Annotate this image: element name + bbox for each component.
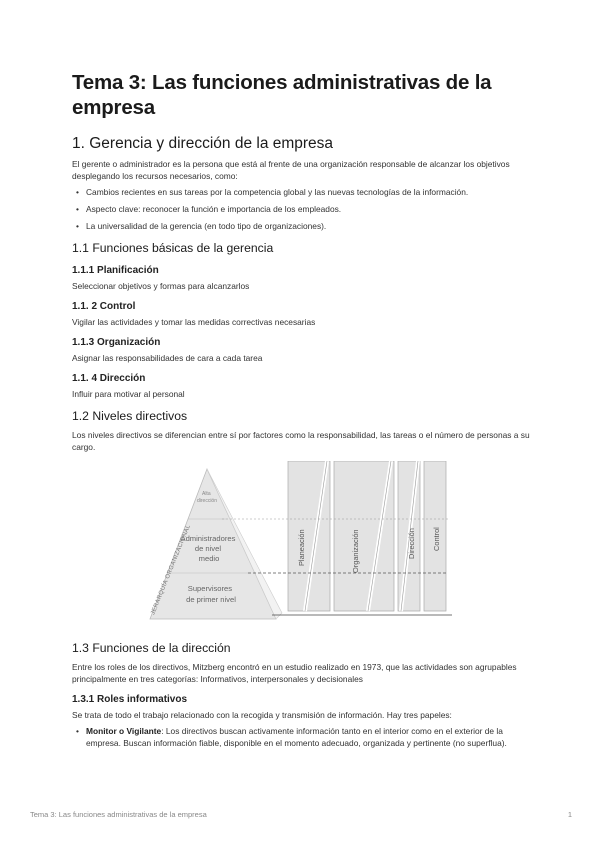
direccion-label: Dirección — [407, 528, 416, 559]
direccion-heading: 1.1. 4 Dirección — [72, 373, 146, 384]
section-1-list — [72, 186, 532, 232]
monitor-text: : Los directivos buscan activamente información tanto en el interior como en el exterior de la empresa. Buscan información fiable, disponible en el momento adecuado, organizada y pertinente (no superflua). — [86, 726, 507, 748]
document-page — [72, 70, 532, 754]
direccion-text: Influir para motivar al personal — [72, 389, 185, 399]
organizacion-text: Asignar las responsabilidades de cara a cada tarea — [72, 353, 263, 363]
control-text: Vigilar las actividades y tomar las medidas correctivas necesarias — [72, 317, 316, 327]
section-1-1-heading: 1.1 Funciones básicas de la gerencia — [72, 241, 274, 255]
organizacion-label: Organización — [351, 529, 360, 573]
control-label: Control — [432, 527, 441, 551]
roles-list — [72, 725, 532, 749]
section-1-3-heading: 1.3 Funciones de la dirección — [72, 641, 231, 655]
page-number: 1 — [567, 810, 572, 819]
pyramid-bottom-label: Supervisores de primer nivel — [186, 584, 236, 604]
pyramid-mid-label: Administradores de nivel medio — [180, 534, 236, 563]
list-item — [72, 725, 532, 749]
page-footer — [30, 810, 572, 819]
pyramid-top-label: Alta dirección — [196, 491, 218, 504]
planeacion-label: Planeación — [297, 529, 306, 566]
section-1-2-text: Los niveles directivos se diferencian entre sí por factores como la responsabilidad, las tareas o el número de personas a su cargo. — [72, 430, 530, 452]
roles-informativos-heading: 1.3.1 Roles informativos — [72, 694, 188, 705]
list-item: • Aspecto clave: reconocer la función e importancia de los empleados. — [72, 203, 532, 215]
planificacion-text: Seleccionar objetivos y formas para alcanzarlos — [72, 281, 250, 291]
organizacion-heading: 1.1.3 Organización — [72, 337, 161, 348]
section-1-intro: El gerente o administrador es la persona que está al frente de una organización responsable de alcanzar los objetivos desplegando los recursos necesarios, como: — [72, 159, 510, 181]
section-1-3-text: Entre los roles de los directivos, Mitzberg encontró en un estudio realizado en 1973, que las actividades son agrupables principalmente en tres categorías: Informativos, interpersonales y decisionales — [72, 662, 517, 684]
organizacion-column — [334, 461, 394, 611]
list-item: • Cambios recientes en sus tareas por la competencia global y las nuevas tecnologías de la información. — [72, 186, 532, 198]
monitor-lead: Monitor o Vigilante — [86, 726, 162, 736]
roles-informativos-text: Se trata de todo el trabajo relacionado con la recogida y transmisión de información. Hay tres papeles: — [72, 710, 452, 720]
control-heading: 1.1. 2 Control — [72, 301, 136, 312]
footer-title: Tema 3: Las funciones administrativas de la empresa — [30, 810, 207, 819]
section-1-2-heading: 1.2 Niveles directivos — [72, 409, 188, 423]
section-1-heading: 1. Gerencia y dirección de la empresa — [72, 135, 334, 152]
management-levels-diagram — [72, 461, 532, 631]
list-item: • La universalidad de la gerencia (en todo tipo de organizaciones). — [72, 220, 532, 232]
page-title: Tema 3: Las funciones administrativas de la empresa — [72, 71, 492, 119]
planificacion-heading: 1.1.1 Planificación — [72, 265, 159, 276]
hierarchy-side-label: JERARQUÍA ORGANIZACIONAL — [150, 523, 193, 616]
